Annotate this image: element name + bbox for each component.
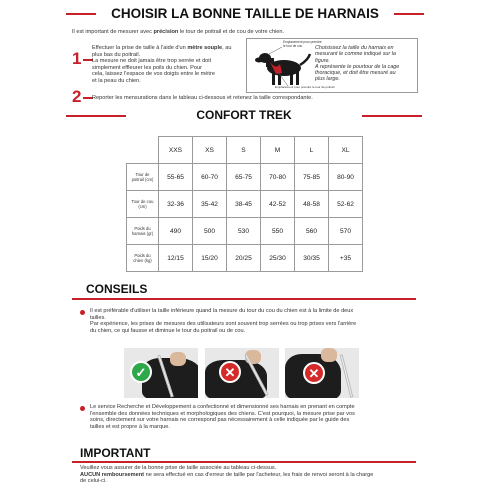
dog-box-line: Choisissez la taille du harnais en	[315, 45, 394, 51]
size-header: S	[227, 137, 261, 164]
step-1-line: cela, laissez l'espace de vos doigts entre le mètre	[92, 71, 215, 78]
dog-box-line: plus large.	[315, 76, 340, 83]
table-cell: 60-70	[193, 164, 227, 191]
important-bold: AUCUN remboursement	[80, 471, 145, 478]
dog-measure-box	[246, 38, 418, 93]
table-cell: 38-45	[227, 191, 261, 218]
chest-label: Emplacement pour prendre le tour de poitrail	[275, 85, 335, 89]
size-table	[126, 136, 363, 272]
hand	[170, 352, 186, 366]
row-label-line: poitrail (cm)	[131, 177, 154, 182]
step-1-lead	[92, 45, 242, 58]
size-header: XXS	[159, 137, 193, 164]
table-corner	[127, 137, 159, 164]
step-2-number: 2	[72, 87, 82, 106]
table-cell: 20/25	[227, 245, 261, 272]
dog-box-text	[315, 45, 417, 83]
conseils-title: CONSEILS	[86, 282, 148, 296]
table-row	[127, 218, 363, 245]
size-header: XS	[193, 137, 227, 164]
size-header-row	[127, 137, 363, 164]
conseils-line: Il est préférable d'utiliser la taille inférieure quand la mesure du tour du cou du chien est à la limite de deux	[90, 308, 354, 314]
row-label-line: harnais (gr)	[131, 231, 154, 236]
neck-label-line: le tour de cou	[283, 43, 303, 48]
intro-text	[72, 29, 432, 36]
intro-post: le tour de poitrail et de cou de votre chien.	[178, 29, 285, 35]
table-title: CONFORT TREK	[196, 108, 292, 122]
conseils-line: Par expérience, les prises de mesures des utilisateurs sont souvent trop serrées ou trop prises vers l'arrière	[90, 321, 357, 328]
table-cell: 490	[159, 218, 193, 245]
table-cell: 15/20	[193, 245, 227, 272]
important-title: IMPORTANT	[80, 446, 151, 460]
dog-box-line: A représente le pourtour de la cage	[315, 63, 400, 70]
step-1-number: 1	[72, 49, 82, 68]
table-cell: 32-36	[159, 191, 193, 218]
check-icon: ✓	[130, 361, 152, 383]
conseils-line: Le service Recherche et Développement a confectionné et dimensionné ses harnais en prenant en compte	[90, 404, 355, 410]
table-cell: +35	[329, 245, 363, 272]
table-cell: 560	[295, 218, 329, 245]
important-line	[80, 472, 420, 479]
dog-box-line: thoracique, et doit être mesuré au	[315, 70, 396, 77]
conseils-bullet	[80, 406, 85, 411]
header-rule-right	[394, 13, 424, 15]
important-rule	[72, 461, 416, 463]
important-line: de celui-ci.	[80, 478, 107, 485]
neck-label-line: Emplacement pour prendre	[283, 40, 322, 44]
intro-pre: Il est important de mesurer avec	[72, 29, 154, 35]
cross-icon: ✕	[219, 361, 241, 383]
step-1-text	[92, 45, 242, 85]
table-cell: 80-90	[329, 164, 363, 191]
row-label-line: Tour de cou	[131, 199, 154, 204]
table-cell: 65-75	[227, 164, 261, 191]
row-label	[127, 245, 159, 272]
size-header: M	[261, 137, 295, 164]
size-header: XL	[329, 137, 363, 164]
row-label-line: Poids du	[134, 253, 151, 258]
conseils-line: tailles.	[90, 314, 106, 321]
step-2-text: Reporter les mensurations dans le tableau ci-dessous et retenez la taille correspondante.	[92, 95, 313, 101]
conseils-rule	[72, 298, 416, 300]
table-cell: 35-42	[193, 191, 227, 218]
table-cell: 12/15	[159, 245, 193, 272]
conseils-paragraph-1	[90, 308, 420, 334]
conseils-line: tailles et est propre à la marque.	[90, 423, 170, 430]
table-rule-right	[362, 115, 422, 117]
header-rule-left	[66, 13, 96, 15]
row-label	[127, 218, 159, 245]
conseils-line: du chien, ce qui fausse et diminue le tour du poitrail ou de cou.	[90, 327, 246, 334]
step-1-line: La mesure ne doit jamais être trop serrée et doit	[92, 58, 212, 65]
row-label-line: chien (kg)	[133, 258, 152, 263]
dog-box-line: figure.	[315, 57, 330, 64]
row-label-line: Tour de	[135, 172, 150, 177]
important-line-rest: ne sera effectué en cas d'erreur de taille par l'acheteur, les frais de renvoi seront à la charge	[144, 471, 374, 478]
photo-correct-measure	[124, 348, 198, 398]
dog-icon	[255, 53, 310, 85]
measure-tape	[340, 354, 354, 397]
hand	[321, 348, 337, 362]
cross-icon: ✕	[303, 362, 325, 384]
step-1-lead-pre: Effectuer la prise de taille à l'aide d'un	[92, 45, 188, 51]
table-cell: 42-52	[261, 191, 295, 218]
step-1-lead-bold: mètre souple	[187, 45, 223, 51]
table-cell: 30/35	[295, 245, 329, 272]
table-cell: 500	[193, 218, 227, 245]
dog-box-line: mesurant le comme indiqué sur la	[315, 51, 396, 58]
step-1-lead-post: , au plus bas du poitrail.	[92, 45, 232, 58]
conseils-paragraph-2	[90, 404, 420, 430]
row-label	[127, 191, 159, 218]
table-cell: 70-80	[261, 164, 295, 191]
photo-wrong-measure-2	[285, 348, 359, 398]
table-cell: 25/30	[261, 245, 295, 272]
table-cell: 570	[329, 218, 363, 245]
table-row	[127, 191, 363, 218]
conseils-line: soins, directement sur votre harnais ne correspond pas nécessairement à celle indiquée par le guide des	[90, 417, 350, 424]
size-header: L	[295, 137, 329, 164]
conseils-line: l'ensemble des données techniques et morphologiques des chiens. C'est pourquoi, la mesure prise par vos	[90, 410, 355, 417]
photo-wrong-measure-1	[205, 348, 279, 398]
table-cell: 52-62	[329, 191, 363, 218]
table-cell: 55-65	[159, 164, 193, 191]
table-cell: 530	[227, 218, 261, 245]
table-cell: 75-85	[295, 164, 329, 191]
table-rule-left	[66, 115, 126, 117]
row-label	[127, 164, 159, 191]
important-text	[80, 465, 420, 485]
page-title: CHOISIR LA BONNE TAILLE DE HARNAIS	[111, 6, 379, 21]
table-row	[127, 245, 363, 272]
table-cell: 550	[261, 218, 295, 245]
step-1-line: simplement effleurer les poils du chien. Pour	[92, 64, 202, 71]
important-line: Veuillez vous assurer de la bonne prise de taille associée au tableau ci-dessus.	[80, 465, 277, 471]
row-label-line: (cm)	[138, 204, 147, 209]
step-1-line: et la peau du chien.	[92, 77, 141, 84]
intro-bold: précision	[153, 29, 179, 35]
conseils-bullet	[80, 310, 85, 315]
table-row	[127, 164, 363, 191]
table-cell: 48-58	[295, 191, 329, 218]
row-label-line: Poids du	[134, 226, 151, 231]
